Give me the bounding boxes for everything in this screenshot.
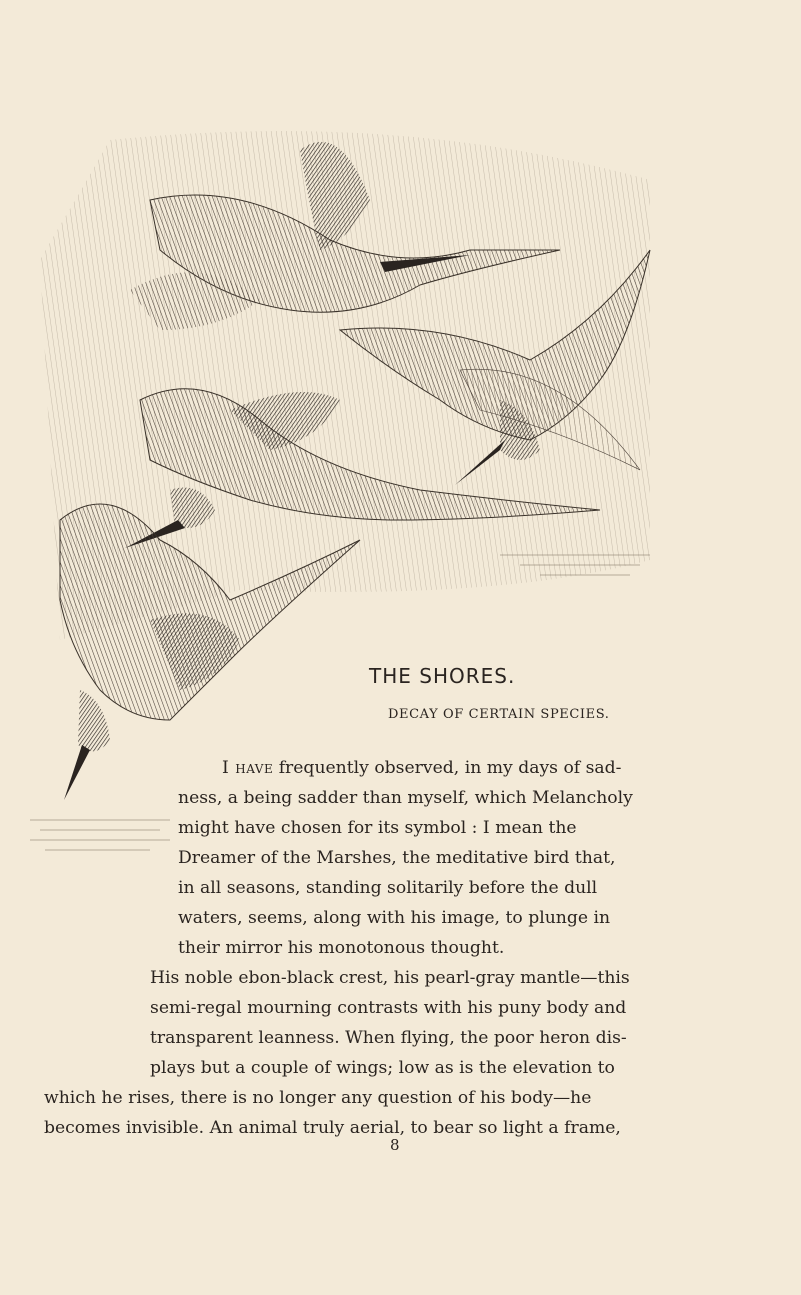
- line-1-rest: frequently observed, in my days of sad-: [278, 758, 622, 778]
- paragraph-line-2: ness, a being sadder than myself, which Melancholy: [178, 788, 633, 808]
- chapter-subtitle: DECAY OF CERTAIN SPECIES.: [388, 707, 610, 722]
- paragraph-line-13: becomes invisible. An animal truly aerial, to bear so light a frame,: [44, 1118, 621, 1138]
- paragraph-line-9: semi-regal mourning contrasts with his puny body and: [150, 998, 627, 1018]
- chapter-title: THE SHORES.: [369, 664, 516, 688]
- paragraph-line-12: which he rises, there is no longer any question of his body—he: [44, 1088, 592, 1108]
- page-number: 8: [390, 1136, 400, 1154]
- paragraph-line-5: in all seasons, standing solitarily before the dull: [178, 878, 598, 898]
- paragraph-line-11: plays but a couple of wings; low as is the elevation to: [150, 1058, 615, 1078]
- dropword: I have: [222, 758, 274, 778]
- paragraph-line-8: His noble ebon-black crest, his pearl-gray mantle—this: [150, 968, 630, 988]
- paragraph-line-7: their mirror his monotonous thought.: [178, 938, 505, 958]
- paragraph-line-1: [222, 758, 622, 778]
- paragraph-line-4: Dreamer of the Marshes, the meditative bird that,: [178, 848, 616, 868]
- paragraph-line-10: transparent leanness. When flying, the poor heron dis-: [150, 1028, 627, 1048]
- paragraph-line-3: might have chosen for its symbol : I mean the: [178, 818, 577, 838]
- paragraph-line-6: waters, seems, along with his image, to plunge in: [178, 908, 611, 928]
